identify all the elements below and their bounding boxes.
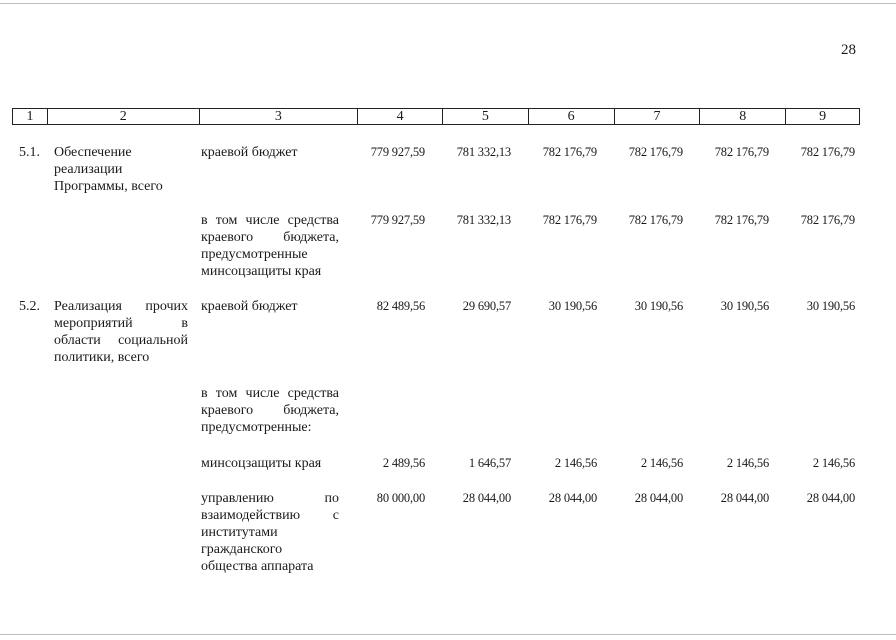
value-cell: 2 489,56	[382, 456, 425, 470]
value-cell: 28 044,00	[634, 491, 683, 505]
value-cell: 28 044,00	[462, 491, 511, 505]
funding-source: краевой бюджет	[201, 299, 298, 314]
value-cell: 782 176,79	[714, 145, 769, 159]
value-cell: 80 000,00	[376, 491, 425, 505]
value-cell: 28 044,00	[720, 491, 769, 505]
value-cell: 781 332,13	[456, 145, 511, 159]
value-cell: 2 146,56	[726, 456, 769, 470]
table-header-row	[12, 108, 860, 125]
item-name: Реализация прочих мероприятий в области социальной политики, всего	[54, 299, 188, 365]
header-cell: 7	[615, 109, 701, 124]
page-number: 28	[841, 42, 856, 58]
funding-source: в том числе средства краевого бюджета, предусмотренные минсоцзащиты края	[201, 213, 339, 279]
funding-source: минсоцзащиты края	[201, 456, 322, 471]
value-cell: 781 332,13	[456, 213, 511, 227]
value-cell: 30 190,56	[548, 299, 597, 313]
header-cell: 2	[48, 109, 200, 124]
value-cell: 1 646,57	[468, 456, 511, 470]
value-cell: 782 176,79	[542, 213, 597, 227]
value-cell: 782 176,79	[800, 213, 855, 227]
value-cell: 782 176,79	[628, 145, 683, 159]
value-cell: 30 190,56	[634, 299, 683, 313]
value-cell: 782 176,79	[800, 145, 855, 159]
value-cell: 82 489,56	[376, 299, 425, 313]
value-cell: 779 927,59	[370, 145, 425, 159]
item-number: 5.1.	[19, 145, 40, 160]
header-cell: 5	[443, 109, 529, 124]
item-number: 5.2.	[19, 299, 40, 314]
header-cell: 4	[358, 109, 443, 124]
value-cell: 782 176,79	[628, 213, 683, 227]
value-cell: 2 146,56	[640, 456, 683, 470]
value-cell: 779 927,59	[370, 213, 425, 227]
funding-source: управлению по взаимодействию с институтами гражданского общества аппарата	[201, 491, 339, 574]
funding-source: краевой бюджет	[201, 145, 298, 160]
header-cell: 9	[819, 109, 827, 124]
scan-edge-top	[0, 3, 896, 4]
value-cell: 2 146,56	[812, 456, 855, 470]
header-cell: 8	[700, 109, 786, 124]
value-cell: 28 044,00	[806, 491, 855, 505]
scan-edge-bottom	[0, 634, 896, 635]
value-cell: 30 190,56	[806, 299, 855, 313]
value-cell: 28 044,00	[548, 491, 597, 505]
header-cell: 1	[13, 109, 48, 124]
value-cell: 782 176,79	[542, 145, 597, 159]
item-name: Обеспечение реализации Программы, всего	[54, 145, 163, 194]
value-cell: 2 146,56	[554, 456, 597, 470]
value-cell: 30 190,56	[720, 299, 769, 313]
header-cell: 3	[200, 109, 359, 124]
value-cell: 782 176,79	[714, 213, 769, 227]
value-cell: 29 690,57	[462, 299, 511, 313]
header-cell: 6	[529, 109, 615, 124]
funding-source: в том числе средства краевого бюджета, предусмотренные:	[201, 386, 339, 435]
